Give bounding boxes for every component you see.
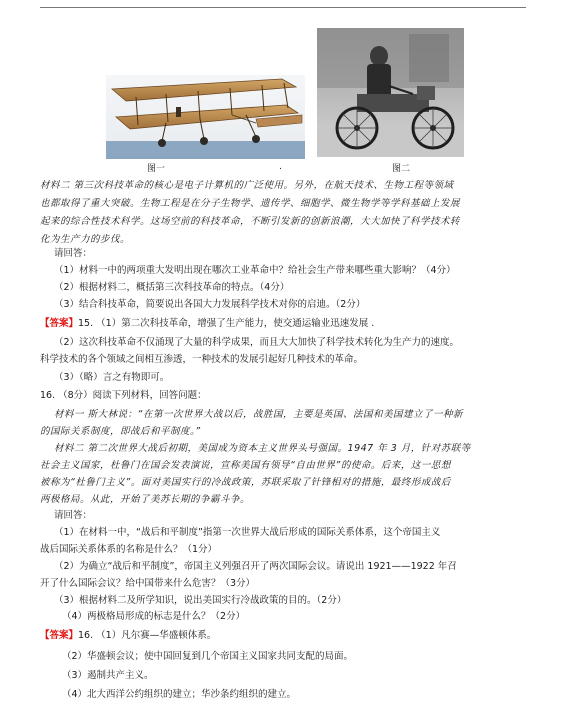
q16-material-2: 被称为“杜鲁门主义”。面对美国实行的冷战政策，苏联采取了针锋相对的措施，最终形成战后	[40, 477, 451, 488]
q16-question-1: 战后国际关系体系的名称是什么？（1分）	[40, 544, 218, 555]
q15-question-1: （1）材料一中的两项重大发明出现在哪次工业革命中？给社会生产带来哪些重大影响？（4分）	[54, 265, 456, 276]
material-2-line: 起来的综合性技术科学。这场空前的科技革命，不断引发新的创新浪潮，大大加快了科学技术转	[40, 216, 461, 227]
answer-15-line	[40, 318, 538, 330]
answer-16-line: （4）北大西洋公约组织的建立；华沙条约组织的建立。	[62, 689, 297, 700]
material-2-line: 也都取得了重大突破。生物工程是在分子生物学、遗传学、细胞学、微生物学等学科基础上发展	[40, 198, 461, 209]
q16-prompt: 请回答：	[54, 510, 93, 521]
q16-question-4: （4）两极格局形成的标志是什么？（2分）	[62, 611, 246, 622]
top-rule	[40, 7, 526, 8]
material-2-line: 化为生产力的步伐。	[40, 234, 131, 245]
figure-1-airplane-photo	[106, 75, 305, 159]
q16-question-2: 开了什么国际会议？给中国带来什么危害？（3分）	[40, 578, 256, 589]
answer-16-line	[40, 630, 538, 642]
q16-material-2: 社会主义国家，杜鲁门在国会发表演说，宣称美国有领导“自由世界”的使命。后来，这一思想	[40, 460, 451, 471]
q16-heading: 16. （8分）阅读下列材料，回答问题：	[40, 390, 207, 401]
q15-question-2: （2）根据材料二，概括第三次科技革命的特点。（4分）	[54, 282, 290, 293]
answer-16-line: （2）华盛顿会议；使中国回复到几个帝国主义国家共同支配的局面。	[62, 651, 354, 662]
figure-2-car-photo	[317, 28, 464, 157]
answer-tag: 【答案】	[40, 318, 79, 329]
q16-question-1: （1）在材料一中，“战后和平制度”指第一次世界大战后形成的国际关系体系，这个帝国主义	[54, 527, 441, 538]
figure-2-caption: 图二	[392, 164, 411, 174]
q15-question-3: （3）结合科技革命，简要说出各国大力发展科学技术对你的启迪。（2分）	[54, 299, 366, 310]
answer-15-line: （3）（略）言之有物即可。	[54, 372, 170, 383]
caption-dot: .	[279, 162, 282, 172]
q15-prompt: 请回答：	[54, 248, 93, 259]
answer-15-line: （2）这次科技革命不仅涌现了大量的科学成果，而且大大加快了科学技术转化为生产力的速度。	[54, 337, 460, 348]
figure-1-caption: 图一	[147, 164, 166, 174]
q16-material-1: 的国际关系制度，即战后和平制度。”	[40, 426, 201, 437]
answer-16-line: （3）遏制共产主义。	[62, 670, 154, 681]
answer-16-text: 16. （1）凡尔赛—华盛顿体系。	[78, 630, 217, 641]
answer-15-line: 科学技术的各个领域之间相互渗透，一种技术的发展引起好几种技术的革命。	[40, 354, 364, 365]
q16-material-2: 两极格局。从此，开始了美苏长期的争霸斗争。	[40, 494, 251, 505]
material-2-line: 材料二 第三次科技革命的核心是电子计算机的广泛使用。另外，在航天技术、生物工程等领域	[40, 180, 454, 191]
q16-material-2: 材料二 第二次世界大战后初期，美国成为资本主义世界头号强国。1947 年 3 月，针对苏联等	[54, 443, 471, 454]
answer-15-text: 15. （1）第二次科技革命，增强了生产能力，使交通运输业迅速发展 .	[78, 318, 375, 329]
q16-question-3: （3）根据材料二及所学知识，说出美国实行冷战政策的目的。（2分）	[54, 595, 347, 606]
answer-tag: 【答案】	[40, 630, 79, 641]
q16-material-1: 材料一 斯大林说：“在第一次世界大战以后，战胜国，主要是英国、法国和美国建立了一种新	[54, 409, 463, 420]
q16-question-2: （2）为确立“战后和平制度”，帝国主义列强召开了两次国际会议。请说出 1921——1922 年召	[54, 561, 457, 572]
